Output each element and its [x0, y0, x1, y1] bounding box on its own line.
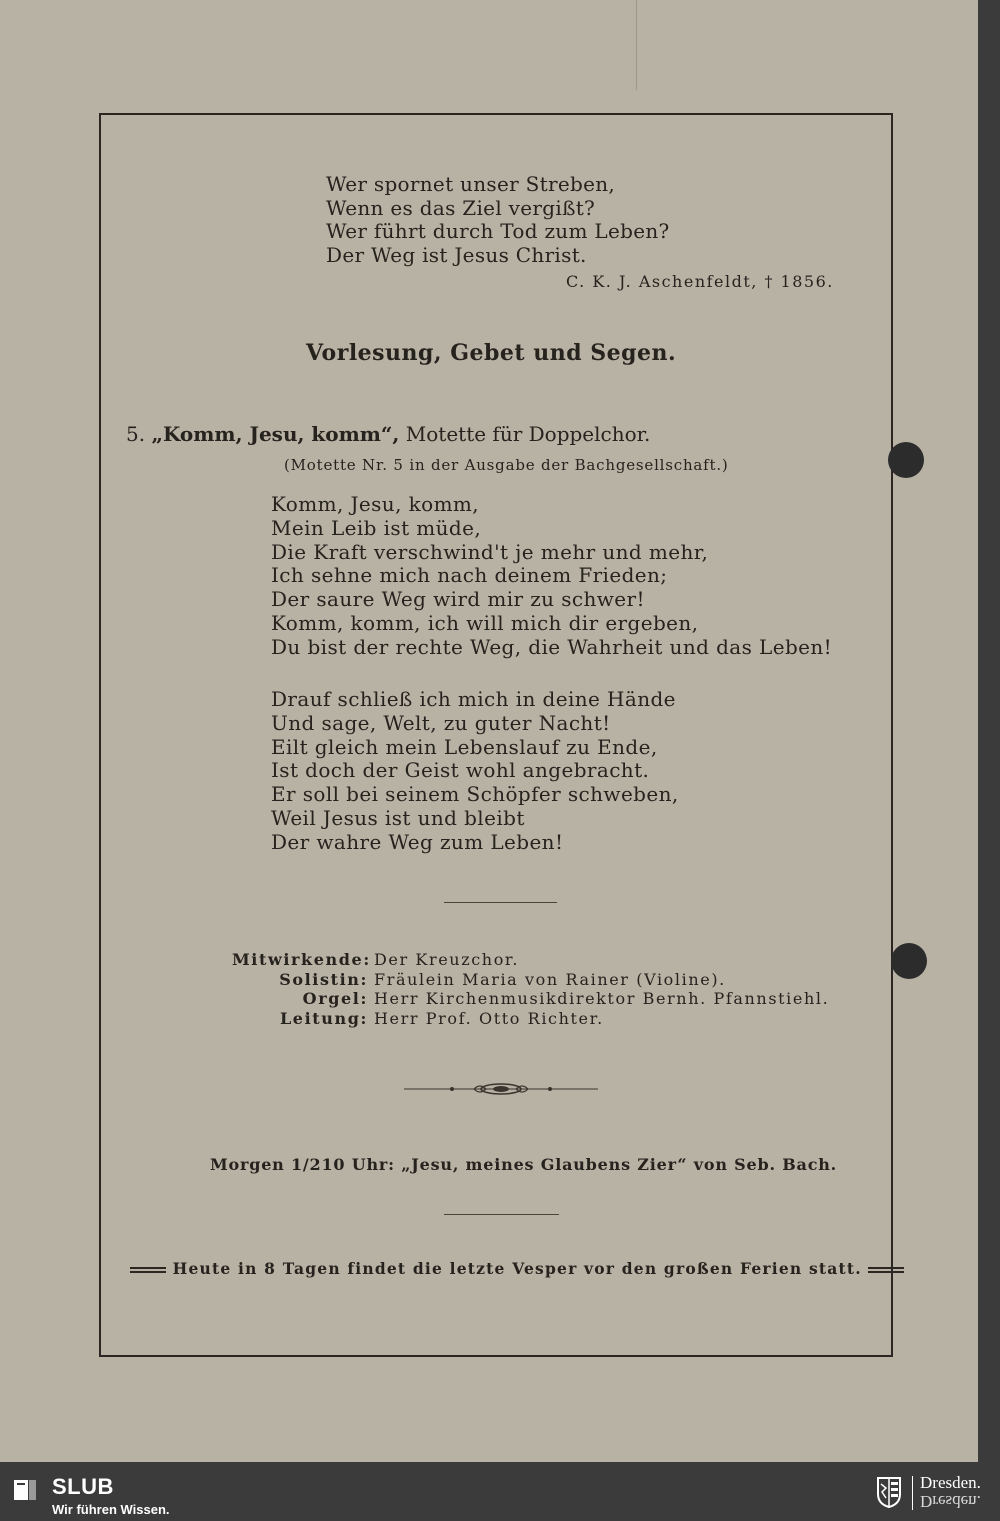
dresden-coat-of-arms-icon [876, 1476, 902, 1508]
song-line: Mein Leib ist müde, [271, 515, 482, 540]
credit-row [232, 970, 829, 990]
viewer-footer [0, 1470, 1000, 1521]
item-title: „Komm, Jesu, komm“, [151, 422, 400, 446]
item-subtitle: Motette für Doppelchor. [405, 422, 651, 446]
double-rule-right [868, 1267, 904, 1273]
song-line: Ich sehne mich nach deinem Frieden; [271, 563, 668, 588]
poem-line: Wer führt durch Tod zum Leben? [326, 219, 670, 243]
credit-value: Herr Kirchenmusikdirektor Bernh. Pfannstiehl. [374, 989, 830, 1008]
song-line: Komm, Jesu, komm, [271, 492, 480, 516]
punch-hole [888, 442, 924, 478]
credit-label: Orgel: [302, 989, 368, 1008]
credit-label: Solistin: [279, 969, 368, 989]
credit-label: Leitung: [279, 1008, 368, 1028]
song-line: Drauf schließ ich mich in deine Hände [271, 687, 676, 711]
paper-crease [636, 0, 637, 90]
poem-line: Der Weg ist Jesus Christ. [326, 242, 587, 267]
item-note: (Motette Nr. 5 in der Ausgabe der Bachgesellschaft.) [284, 456, 729, 474]
credit-value: Der Kreuzchor. [374, 950, 520, 969]
divider-rule [444, 902, 557, 903]
footer-note: Heute in 8 Tagen findet die letzte Vesper vor den großen Ferien statt. [172, 1259, 862, 1278]
divider-rule [444, 1214, 559, 1215]
song-line: Weil Jesus ist und bleibt [271, 805, 525, 830]
poem-line: Wer spornet unser Streben, [326, 172, 616, 196]
credit-value: Fräulein Maria von Rainer (Violine). [374, 969, 726, 989]
song-line: Die Kraft verschwind't je mehr und mehr, [271, 539, 709, 564]
credit-label: Mitwirkende: [232, 950, 371, 969]
song-line: Er soll bei seinem Schöpfer schweben, [271, 782, 679, 807]
punch-hole [891, 943, 927, 979]
credit-row [232, 1009, 829, 1029]
footer-separator [912, 1476, 913, 1510]
slub-tagline: Wir führen Wissen. [52, 1502, 170, 1517]
program-item-5 [126, 422, 650, 446]
song-line: Ist doch der Geist wohl angebracht. [271, 758, 650, 783]
poem-top [326, 173, 670, 267]
item-number: 5. [126, 422, 146, 446]
song-line: Der saure Weg wird mir zu schwer! [271, 587, 645, 612]
song-line: Komm, komm, ich will mich dir ergeben, [271, 610, 699, 635]
double-rule-left [130, 1267, 166, 1273]
dresden-wordmark-reflection: Dresden. [920, 1492, 981, 1511]
poem-author: C. K. J. Aschenfeldt, † 1856. [566, 272, 834, 291]
song-line: Und sage, Welt, zu guter Nacht! [271, 710, 611, 735]
dresden-wordmark[interactable]: Dresden. [920, 1473, 981, 1492]
credit-row [232, 989, 829, 1009]
announcement: Morgen 1/210 Uhr: „Jesu, meines Glaubens Zier“ von Seb. Bach. [210, 1155, 838, 1174]
poem-line: Wenn es das Ziel vergißt? [326, 195, 596, 220]
section-heading: Vorlesung, Gebet und Segen. [306, 340, 677, 366]
song-line: Du bist der rechte Weg, die Wahrheit und das Leben! [271, 634, 833, 659]
credit-row [232, 950, 829, 970]
footer-note-line [130, 1259, 904, 1278]
slub-brand[interactable]: SLUB [52, 1474, 114, 1499]
song-line: Eilt gleich mein Lebenslauf zu Ende, [271, 734, 658, 759]
slub-logo-icon[interactable] [12, 1477, 38, 1503]
song-line: Der wahre Weg zum Leben! [271, 829, 564, 854]
ornament-divider [404, 1080, 598, 1098]
credit-value: Herr Prof. Otto Richter. [374, 1008, 604, 1028]
credits-block [232, 950, 829, 1028]
song-stanza-2 [271, 688, 679, 855]
song-stanza-1 [271, 493, 832, 660]
